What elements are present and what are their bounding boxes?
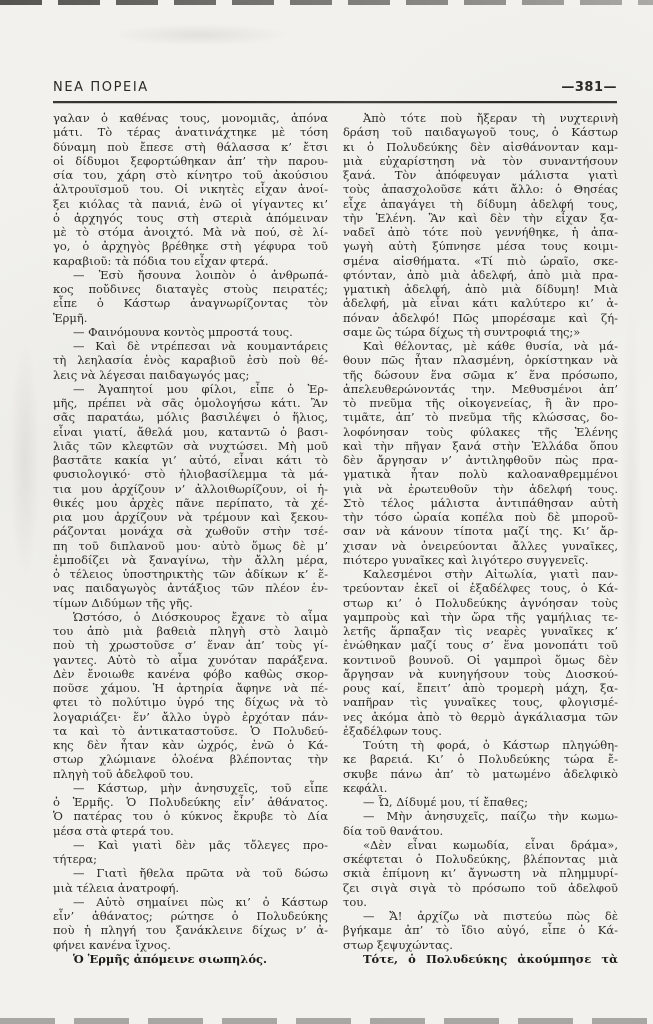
text-line: εἶχε ἀπαγάγει τὴ δίδυμη ἀδελφή τους, bbox=[343, 196, 618, 211]
text-line: τὴ λεηλασία ἑνὸς καραβιοῦ ἐσὺ ποὺ θέ- bbox=[53, 353, 328, 368]
paragraph bbox=[53, 866, 328, 895]
paragraph bbox=[53, 838, 328, 867]
text-line: μάτι. Τὸ τέρας ἀνατινάχτηκε μὲ τόση bbox=[53, 125, 328, 140]
text-line: — Ἐσὺ ἤσουνα λοιπὸν ὁ ἀνθρωπά- bbox=[73, 267, 328, 282]
text-line: ρια μου ἀρχίζουν νὰ τρέμουν καὶ ξεκου- bbox=[53, 510, 328, 524]
text-line: τήτερα; bbox=[53, 852, 97, 866]
text-line: γο, ὁ ἀρχηγὸς βρέθηκε στὴ γέφυρα τοῦ bbox=[53, 239, 328, 254]
text-line: κι ὁ Πολυδεύκης δὲν αἰσθάνονταν καμ- bbox=[343, 139, 618, 154]
text-line: — Ὦ, Δίδυμέ μου, τί ἔπαθες; bbox=[363, 795, 528, 809]
text-line: πληγὴ τοῦ ἀδελφοῦ του. bbox=[53, 766, 194, 781]
text-line: ποὺ τὴ χρωστοῦσε σ’ ἕναν ἀπ’ τοὺς γί- bbox=[53, 638, 328, 653]
text-line: καραβιοῦ: τὰ πόδια του εἶχαν φτερά. bbox=[53, 253, 269, 268]
text-line: γαλαν ὁ καθένας τους, μονομιᾶς, ἀπόνα bbox=[53, 111, 328, 125]
paragraph bbox=[343, 567, 618, 738]
text-line: γματικὴ ἀδελφή, ἀπὸ μιὰ δίδυμη! Μιὰ bbox=[343, 282, 618, 296]
text-line: θουν πῶς ἦταν πλασμένη, ὁρκίστηκαν νὰ bbox=[343, 353, 618, 368]
text-line: τίμων Διδύμων τῆς γῆς. bbox=[53, 595, 193, 610]
text-line: κης δὲν ἦταν κὰν ὠχρός, ἐνῶ ὁ Κά- bbox=[53, 738, 328, 752]
text-line: ναπῆραν τὶς γυναῖκες τους, φλογισμέ- bbox=[343, 695, 618, 710]
text-line: — Μὴν ἀνησυχεῖς, παίζω τὴν κωμω- bbox=[363, 809, 618, 824]
text-line: μιὰ τέλεια ἀνατροφή. bbox=[53, 880, 180, 895]
text-line: τὴν τόσο ὡραία κοπέλα ποὺ δὲ μποροῦ- bbox=[343, 510, 618, 524]
text-line: δὲν ἄργησαν ν’ ἀντιληφθοῦν πὼς πρα- bbox=[343, 453, 618, 467]
paragraph bbox=[343, 339, 618, 567]
text-line: γαμπροὺς καὶ τὴν ὥρα τῆς γαμήλιας τε- bbox=[343, 609, 618, 624]
text-line: εἶν’ ἀθάνατος; ρώτησε ὁ Πολυδεύκης bbox=[53, 909, 328, 923]
scan-edge-top bbox=[0, 0, 653, 5]
text-line: — Ἄ! ἀρχίζω νὰ πιστεύω πὼς δὲ bbox=[363, 909, 618, 923]
text-line: — Γιατὶ ἤθελα πρῶτα νὰ τοῦ δώσω bbox=[73, 866, 328, 881]
text-line: θικές μου ἀρχὲς πᾶνε περίπατο, τὰ χέ- bbox=[53, 495, 328, 510]
text-line: τρεύονταν ἐκεῖ οἱ ἐξαδέλφες τους, ὁ Κά- bbox=[343, 581, 618, 596]
text-line: — Καὶ δὲ ντρέπεσαι νὰ κουμαντάρεις bbox=[73, 339, 328, 353]
paragraph bbox=[53, 895, 328, 952]
paragraph bbox=[53, 382, 328, 610]
text-line: Ὁ Ἑρμῆς ἀπόμεινε σιωπηλός. bbox=[73, 951, 268, 966]
text-line: μῆς, πρέπει νὰ σᾶς ὁμολογήσω κάτι. Ἂν bbox=[53, 396, 328, 410]
text-line: Ἑρμῆ. bbox=[53, 310, 88, 325]
text-line: ναδεῖ ἀπὸ τότε ποὺ γεννήθηκε, ἡ ἀπα- bbox=[343, 225, 618, 239]
paragraph bbox=[53, 339, 328, 382]
paragraph bbox=[343, 809, 618, 838]
header-rule bbox=[53, 101, 617, 103]
text-line: τὴν Ἑλένη. Ἂν καὶ δὲν τὴν εἶχαν ξα- bbox=[343, 210, 618, 225]
text-line: στωρ ξεψυχώντας. bbox=[343, 937, 453, 952]
paragraph bbox=[343, 838, 618, 909]
text-line: φτει τὸ πολύτιμο ὑγρό της δίχως νὰ τὸ bbox=[53, 695, 328, 710]
text-line: Τότε, ὁ Πολυδεύκης ἀκούμπησε τὰ bbox=[363, 951, 618, 966]
text-line: ἀλτρουϊσμοῦ του. Οἱ νικητὲς εἶχαν ἀνοί- bbox=[53, 182, 328, 197]
text-line: ξει κιόλας τὰ πανιά, ἐνῶ οἱ γίγαντες κι’ bbox=[53, 196, 328, 211]
text-line: Ὁ πατέρας του ὁ κύκνος ἔκρυβε τὸ Δία bbox=[53, 809, 328, 824]
text-line: τιμᾶτε, ἀπ’ τὸ πνεῦμα τῆς κλώσσας, δο- bbox=[343, 410, 618, 425]
text-line: τῆς δώσουν ἕνα σῶμα κ’ ἕνα πρόσωπο, bbox=[343, 367, 618, 382]
scan-smudge bbox=[620, 300, 642, 720]
paragraph bbox=[53, 111, 328, 268]
text-line: δράση τοῦ παιδαγωγοῦ τους, ὁ Κάστωρ bbox=[343, 125, 618, 140]
text-line: ὁ ἀρχηγός τους στὴ στεριὰ ἀπόμειναν bbox=[53, 210, 328, 225]
text-line: βαστᾶτε κακία γι’ αὐτό, εἶναι κάτι τὸ bbox=[53, 453, 328, 467]
text-line: κοντινοῦ βουνοῦ. Οἱ γαμπροὶ ὅμως δὲν bbox=[343, 652, 618, 667]
text-line: εἶπε ὁ Κάστωρ ἀναγνωρίζοντας τὸν bbox=[53, 296, 328, 311]
text-line: μὲ τὸ στόμα ἀνοιχτό. Μὰ νὰ πού, σὲ λί- bbox=[53, 225, 328, 239]
text-line: φτόνταν, ἀπὸ μιὰ ἀδελφή, ἀπὸ μιὰ πρα- bbox=[343, 267, 618, 282]
text-line: σκέφτεται ὁ Πολυδεύκης, βλέποντας μιὰ bbox=[343, 852, 618, 866]
text-line: τὸ πνεῦμα τῆς οἰκογενείας, ἢ ἂν προ- bbox=[343, 396, 618, 410]
text-line: σία του, χάρη στὸ κίνητρο τοῦ ἀκούσιου bbox=[53, 168, 328, 182]
page-header bbox=[53, 80, 617, 95]
text-line: φυσιολογικό· στὸ ἡλιοβασίλεμμα τὰ μά- bbox=[53, 467, 328, 482]
text-line: στωρ κι’ ὁ Πολυδεύκης ἀγνόησαν τοὺς bbox=[343, 595, 618, 610]
text-line: μέσα στὰ φτερά του. bbox=[53, 823, 174, 838]
text-line: Τούτη τὴ φορά, ὁ Κάστωρ πληγώθη- bbox=[363, 738, 618, 752]
text-line: κος ποὔδινες διαταγὲς στοὺς πειρατές; bbox=[53, 282, 328, 296]
paragraph bbox=[343, 795, 618, 809]
text-line: ποῦσε χάμου. Ἡ ἀρτηρία ἄφηνε νὰ πέ- bbox=[53, 681, 328, 695]
paragraph bbox=[53, 325, 328, 339]
text-line: νας παιδαγωγὸς ἀντάξιος τῶν πλέον ἐν- bbox=[53, 581, 328, 596]
text-line: γματικὰ ἦταν πολὺ καλοαναθρεμμένοι bbox=[343, 467, 618, 482]
text-line: πη τοῦ διπλανοῦ μου· αὐτὸ ὅμως δὲ μ’ bbox=[53, 538, 328, 553]
text-line: ἀπελευθερώνοντάς την. Μεθυσμένοι ἀπ’ bbox=[343, 381, 618, 396]
text-line: στωρ χλώμιανε ὁλοένα βλέποντας τὴν bbox=[53, 752, 328, 767]
text-line: Ὡστόσο, ὁ Διόσκουρος ἔχανε τὸ αἷμα bbox=[73, 609, 328, 624]
text-line: Καλεσμένοι στὴν Αἰτωλία, γιατὶ παν- bbox=[363, 567, 618, 581]
paragraph bbox=[343, 909, 618, 952]
text-line: φήνει κανένα ἴχνος. bbox=[53, 937, 171, 952]
text-line: γαντες. Αὐτὸ τὸ αἷμα χυνόταν παράξενα. bbox=[53, 652, 328, 667]
text-line: σμένα αἰσθήματα. «Τί πιὸ ὡραῖο, σκε- bbox=[343, 253, 618, 268]
text-line: του. bbox=[343, 894, 367, 909]
paragraph bbox=[53, 610, 328, 781]
paragraph bbox=[53, 781, 328, 838]
text-line: — Καὶ γιατὶ δὲν μᾶς τὄλεγες προ- bbox=[73, 837, 328, 852]
text-line: — Αὐτὸ σημαίνει πὼς κι’ ὁ Κάστωρ bbox=[73, 894, 328, 909]
paragraph bbox=[343, 111, 618, 339]
scan-edge-bottom bbox=[0, 1018, 653, 1024]
text-line: τια μου ἀρχίζουν ν’ ἀλλοιθωρίζουν, οἱ ἠ- bbox=[53, 481, 328, 496]
page-number: —381— bbox=[561, 80, 617, 95]
text-line: «Δὲν εἶναι κωμωδία, εἶναι δράμα», bbox=[363, 837, 618, 852]
text-line: ἐξαδέλφων τους. bbox=[343, 723, 442, 738]
text-columns bbox=[53, 111, 618, 966]
text-line: σᾶς παρατάω, μόλις βασιλέψει ὁ ἥλιος, bbox=[53, 410, 328, 425]
text-line: Καὶ θέλοντας, μὲ κάθε θυσία, νὰ μά- bbox=[363, 339, 618, 353]
text-line: σαμε ὣς τώρα δίχως τὴ συντροφιά της;» bbox=[343, 324, 581, 339]
text-line: γιὰ νὰ ἐρωτευθοῦν τὴν ἀδελφή τους. bbox=[343, 481, 618, 496]
text-line: — Κάστωρ, μὴν ἀνησυχεῖς, τοῦ εἶπε bbox=[73, 780, 328, 795]
text-line: ὁ Ἑρμῆς. Ὁ Πολυδεύκης εἶν’ ἀθάνατος. bbox=[53, 795, 328, 809]
text-line: ποὺ ἡ πληγή του ξανάκλεινε δίχως ν’ ἀ- bbox=[53, 923, 328, 938]
scan-smudge bbox=[110, 24, 290, 46]
text-line: εἶναι γιατί, ἄθελά μου, καταντῶ ὁ βασι- bbox=[53, 424, 328, 439]
text-line: ἀδελφή, μὰ εἶναι κάτι καλύτερο κι’ ἀ- bbox=[343, 296, 618, 311]
text-line: λοφόνησαν τοὺς φύλακες τῆς Ἑλένης bbox=[343, 424, 618, 439]
text-line: ἐμποδίζει νὰ ξαναγίνω, τὴν ἄλλη μέρα, bbox=[53, 552, 328, 567]
text-line: Δὲν ἔνοιωθε κανένα φόβο καθὼς σκορ- bbox=[53, 666, 328, 681]
text-line: λιᾶς τῶν κλεφτῶν σὰ νυχτώσει. Μὴ μοῦ bbox=[53, 438, 328, 453]
paragraph bbox=[343, 738, 618, 795]
paragraph bbox=[343, 952, 618, 966]
text-line: πόναν ἀδελφό! Πῶς μπορέσαμε καὶ ζή- bbox=[343, 310, 618, 325]
text-line: νες ἀκόμα ἀπὸ τὸ θερμὸ ἀγκάλιασμα τῶν bbox=[343, 709, 618, 724]
text-line: ξανά. Τὸν ἀπόφευγαν μάλιστα γιατὶ bbox=[343, 168, 618, 182]
text-line: τοὺς ἀπασχολοῦσε κάτι ἄλλο: ὁ Θησέας bbox=[343, 182, 618, 197]
text-line: δύναμη ποὺ ἔπεσε στὴ θάλασσα κ’ ἔτσι bbox=[53, 139, 328, 154]
paragraph bbox=[53, 952, 328, 966]
text-line: — Φαινόμουνα κοντὸς μπροστά τους. bbox=[73, 324, 293, 339]
text-line: καὶ τὴν πῆγαν ξανά στὴν Ἑλλάδα ὅπου bbox=[343, 438, 618, 453]
scan-smudge bbox=[10, 340, 40, 580]
paragraph bbox=[53, 268, 328, 325]
text-line: ἑνώθηκαν μαζί τους σ’ ἕνα μονοπάτι τοῦ bbox=[343, 638, 618, 653]
right-column bbox=[343, 111, 618, 966]
text-line: γωγὴ αὐτὴ ξύπνησε μέσα τους κοιμι- bbox=[343, 239, 618, 254]
text-line: πιότερο γυναῖκες καὶ λιγότερο συγγενεῖς. bbox=[343, 552, 589, 567]
text-line: οἱ δίδυμοι ξεφορτώθηκαν ἀπ’ τὴν παρου- bbox=[53, 153, 328, 168]
text-line: δία τοῦ θανάτου. bbox=[343, 823, 444, 838]
text-line: ἄργησαν νὰ κυνηγήσουν τοὺς Διοσκού- bbox=[343, 666, 618, 681]
text-line: σκιὰ ἐπίμονη κι’ ἄγνωστη νὰ πλημμυρί- bbox=[343, 866, 618, 881]
left-column bbox=[53, 111, 328, 966]
text-line: κεφάλι. bbox=[343, 780, 388, 795]
text-line: Ἀπὸ τότε ποὺ ἤξεραν τὴ νυχτερινὴ bbox=[363, 111, 618, 125]
text-line: Στὸ τέλος μάλιστα ἀντιπάθησαν αὐτὴ bbox=[343, 495, 618, 510]
text-line: ὁ τέλειος ὑποστηρικτὴς τῶν ἀδίκων κ’ ἕ- bbox=[53, 567, 328, 581]
text-line: μιὰ εὐχαρίστηση νὰ τὸν συναντήσουν bbox=[343, 153, 618, 168]
text-line: χισαν νὰ ὀνειρεύονται ἄλλες γυναῖκες, bbox=[343, 538, 618, 553]
text-line: σαν νὰ κάνουν τίποτα μαζί της. Κι’ ἄρ- bbox=[343, 524, 618, 539]
text-line: ράζονται μονάχα σὰ χωθοῦν στὴν τσέ- bbox=[53, 524, 328, 539]
text-line: λογαριάζει· ἕν’ ἄλλο ὑγρὸ ἐρχόταν πάν- bbox=[53, 709, 328, 724]
text-line: ζει σιγὰ σιγὰ τὸ πρόσωπο τοῦ ἀδελφοῦ bbox=[343, 880, 618, 895]
text-line: λεις νὰ λέγεσαι παιδαγωγός μας; bbox=[53, 367, 250, 382]
journal-title: ΝΕΑ ΠΟΡΕΙΑ bbox=[53, 80, 149, 95]
text-line: του ἀπὸ μιὰ βαθειὰ πληγὴ στὸ λαιμὸ bbox=[53, 624, 328, 638]
text-line: σκυβε πάνω ἀπ’ τὸ ματωμένο ἀδελφικὸ bbox=[343, 766, 618, 781]
text-line: κε βαρειά. Κι’ ὁ Πολυδεύκης τώρα ἔ- bbox=[343, 752, 618, 767]
text-line: λετῆς ἅρπαξαν τὶς νεαρὲς γυναῖκες κ’ bbox=[343, 624, 618, 638]
text-line: — Ἀγαπητοί μου φίλοι, εἶπε ὁ Ἑρ- bbox=[73, 381, 328, 396]
text-line: ρους καί, ἔπειτ’ ἀπὸ τρομερὴ μάχη, ξα- bbox=[343, 681, 618, 695]
text-line: βγήκαμε ἀπ’ τὸ ἴδιο αὐγό, εἶπε ὁ Κά- bbox=[343, 923, 618, 938]
text-line: τα καὶ τὸ ἀντικαταστοῦσε. Ὁ Πολυδεύ- bbox=[53, 723, 328, 738]
